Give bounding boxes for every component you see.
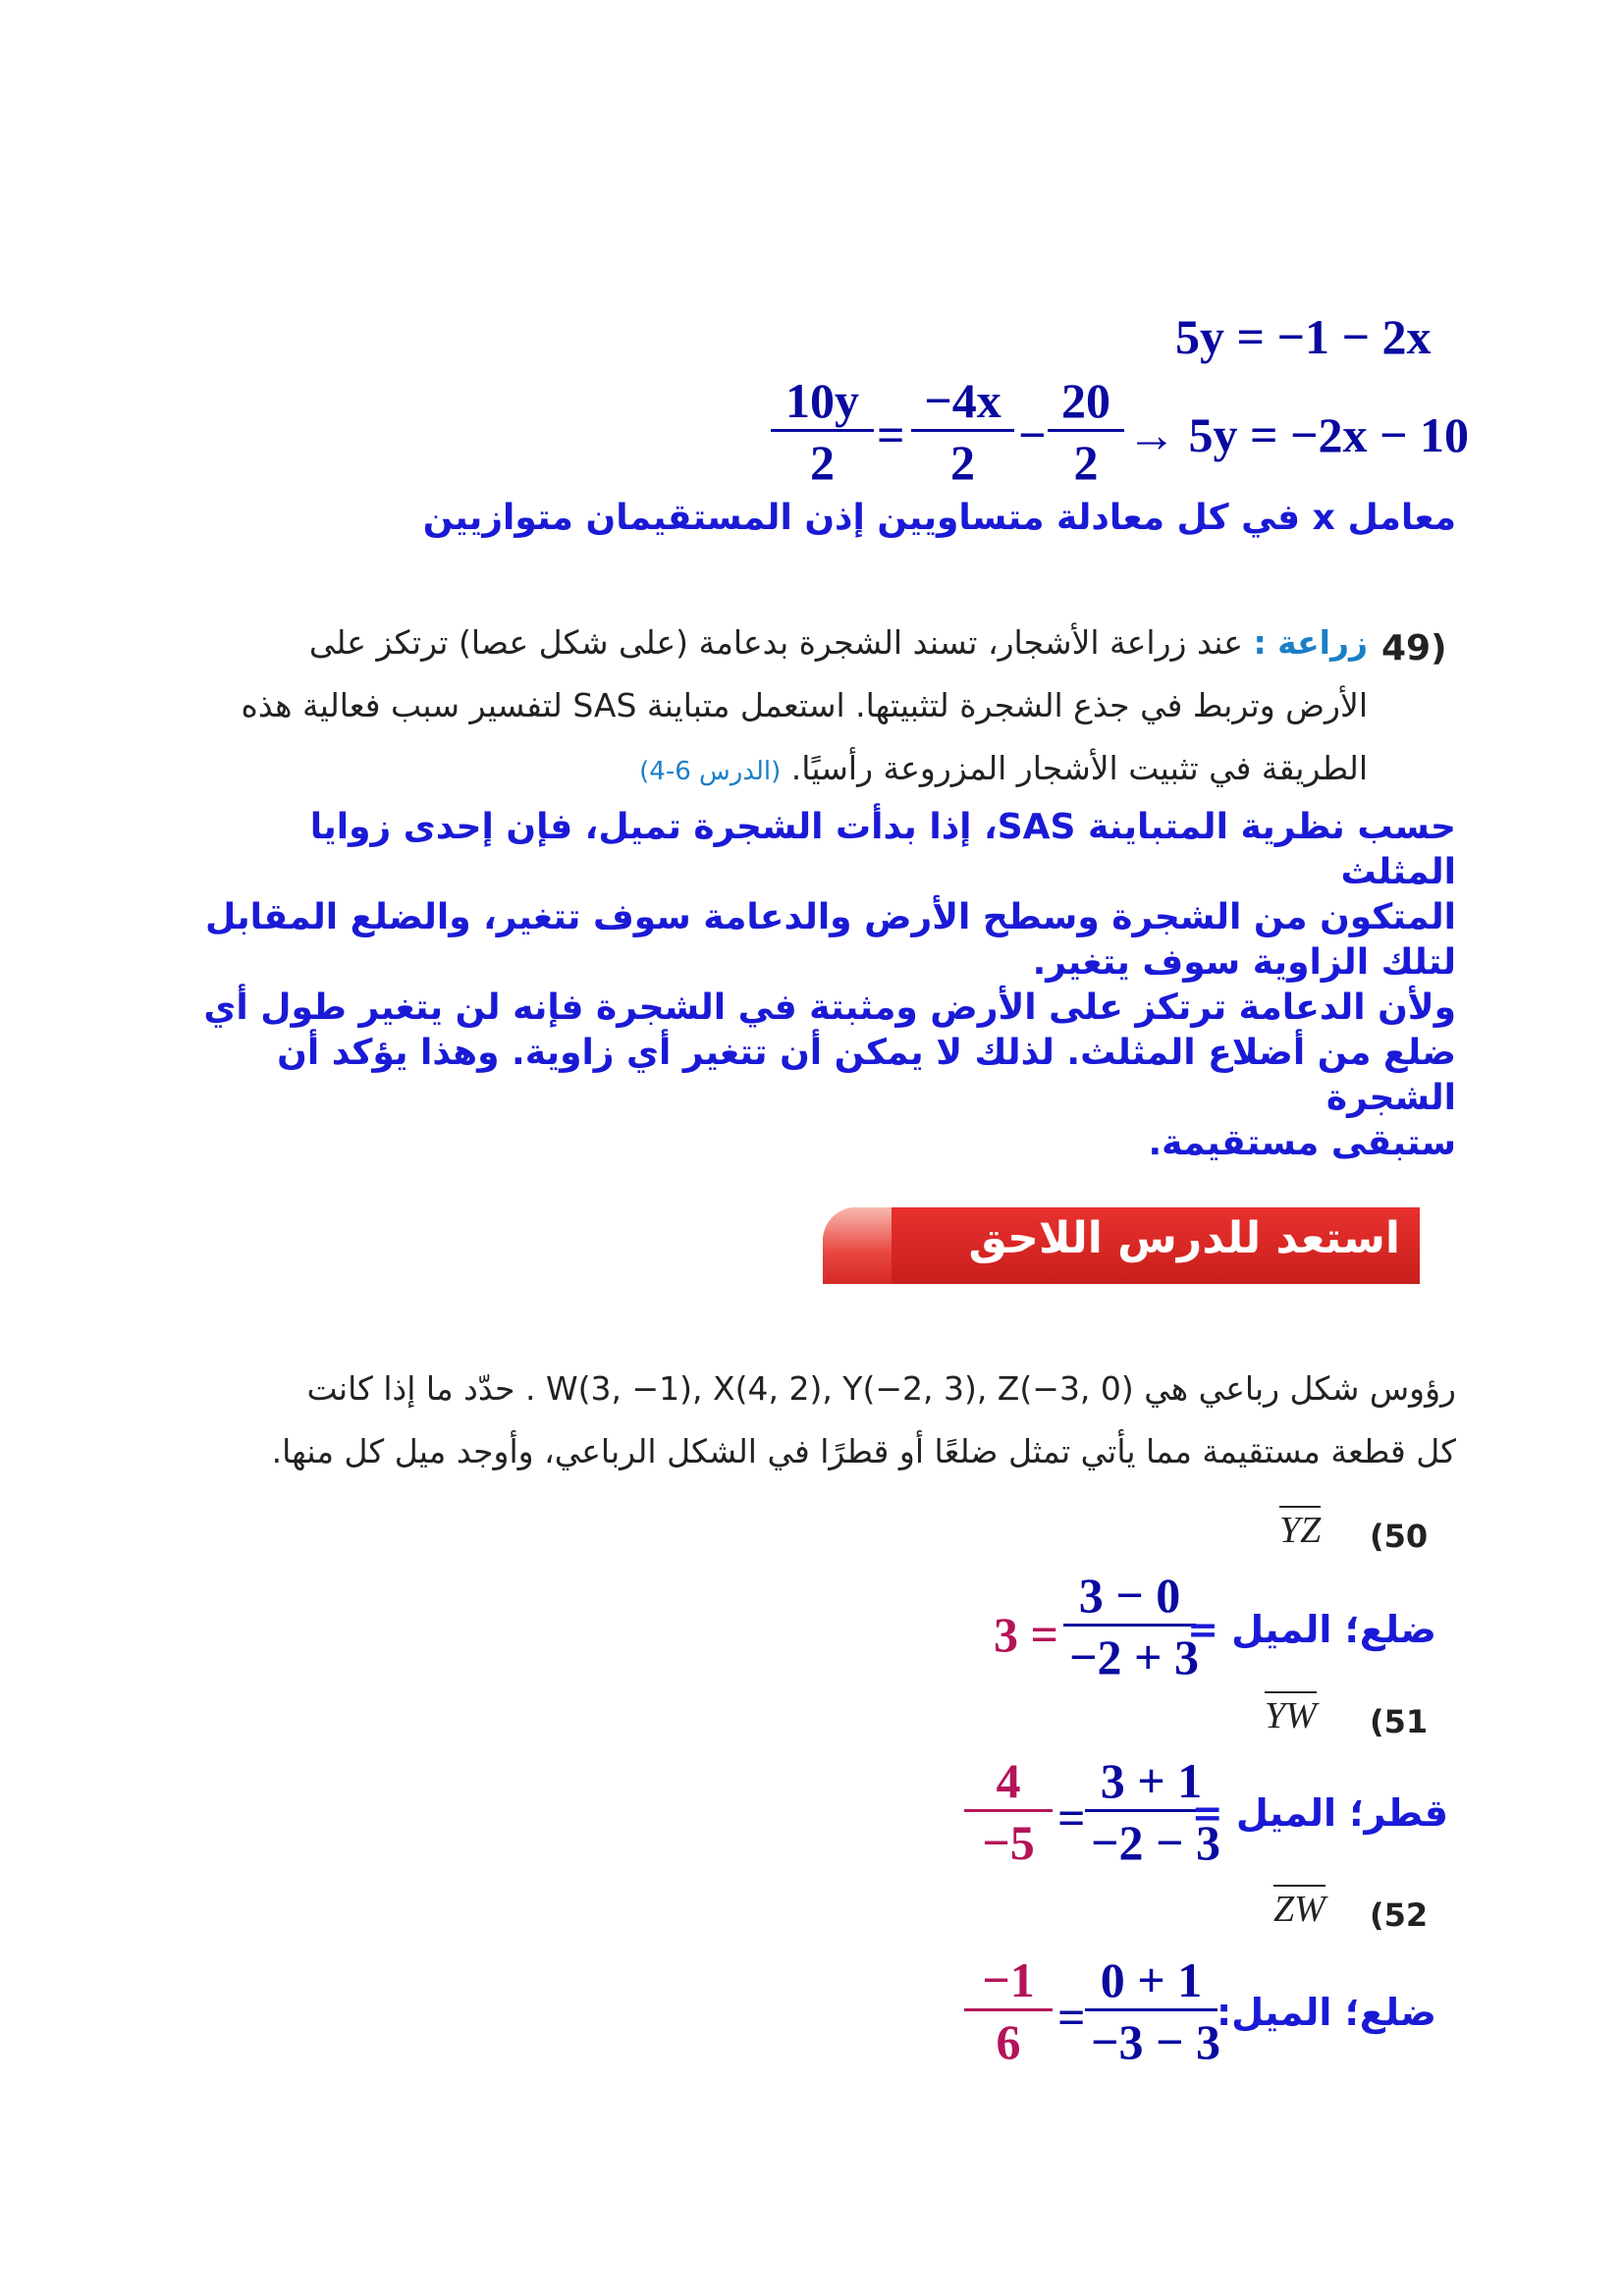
banner-title: استعد للدرس اللاحق — [968, 1213, 1400, 1263]
minus-sign: − — [1018, 407, 1047, 462]
numerator: 4 — [996, 1753, 1021, 1808]
denominator: 6 — [996, 2014, 1021, 2069]
numerator: −1 — [982, 1952, 1035, 2007]
section-banner — [823, 1207, 1420, 1284]
question-number-50: (50 — [1370, 1518, 1429, 1555]
answer-line: ولأن الدعامة ترتكز على الأرض ومثبتة في الشجرة فإنه لن يتغير طول أي — [203, 988, 1456, 1028]
equals-sign: = — [1057, 1790, 1086, 1845]
lesson-reference: (الدرس 6-4) — [639, 757, 782, 786]
equals-sign: = — [1057, 1990, 1086, 2045]
numerator: 10y — [785, 373, 859, 428]
segment-yz: YZ — [1279, 1506, 1321, 1552]
denominator: 2 — [1073, 435, 1099, 490]
question-49-line-1 — [288, 612, 1368, 674]
parallel-conclusion: معامل x في كل معادلة متساويين إذن المستقيمان متوازيين — [422, 498, 1456, 538]
numerator: 3 + 1 — [1100, 1753, 1203, 1808]
segment-zw: ZW — [1273, 1885, 1325, 1931]
numerator: 0 + 1 — [1100, 1952, 1203, 2007]
equation-line-1: 5y = −1 − 2x — [1175, 309, 1432, 364]
segment-yw: YW — [1265, 1691, 1317, 1737]
fraction-20-over-2 — [1048, 373, 1124, 490]
question-49-line-2: الأرض وتربط في جذع الشجرة لتثبيتها. استعمل متباينة SAS لتفسير سبب فعالية هذه — [241, 686, 1368, 724]
answer-line: ستبقى مستقيمة. — [1148, 1123, 1456, 1163]
slope-result-50: 3 = — [994, 1607, 1058, 1662]
fraction-minus4x-over-2 — [911, 373, 1014, 490]
denominator: −2 − 3 — [1091, 1815, 1220, 1870]
numerator: 20 — [1061, 373, 1110, 428]
slope-result-51 — [964, 1753, 1053, 1870]
fraction-bar — [964, 1809, 1053, 1812]
answer-line: المتكون من الشجرة وسطح الأرض والدعامة سوف تتغير، والضلع المقابل — [205, 897, 1456, 937]
question-number-49: 49) — [1381, 628, 1447, 668]
question-number-52: (52 — [1370, 1896, 1429, 1934]
fraction-bar — [1048, 429, 1124, 432]
fraction-bar — [771, 429, 874, 432]
answer-line: حسب نظرية المتباينة SAS، إذا بدأت الشجرة تميل، فإن إحدى زوايا المثلث — [309, 807, 1456, 892]
fraction-bar — [964, 2008, 1053, 2011]
numerator: −4x — [924, 373, 1001, 428]
denominator: −5 — [982, 1815, 1035, 1870]
fraction-bar — [911, 429, 1014, 432]
denominator: 2 — [810, 435, 835, 490]
slope-label-51: قطر؛ الميل = — [1191, 1791, 1448, 1835]
slope-result-52 — [964, 1952, 1053, 2069]
question-number-51: (51 — [1370, 1703, 1429, 1740]
slope-label-52: ضلع؛ الميل: — [1216, 1991, 1436, 2034]
question-49-line-3 — [288, 737, 1368, 803]
prep-line-2: كل قطعة مستقيمة مما يأتي تمثل ضلعًا أو قطرًا في الشكل الرباعي، وأوجد ميل كل منها. — [271, 1432, 1456, 1470]
question-49-text: عند زراعة الأشجار، تسند الشجرة بدعامة (على شكل عصا) ترتكز على — [308, 623, 1243, 662]
question-49-text: الطريقة في تثبيت الأشجار المزروعة رأسيًا. — [790, 749, 1368, 787]
answer-line: لتلك الزاوية سوف يتغير. — [1032, 942, 1456, 983]
slope-label-50: ضلع؛ الميل = — [1187, 1608, 1436, 1651]
topic-tag: زراعة : — [1253, 623, 1368, 662]
equals-sign: = — [877, 407, 905, 462]
answer-line: ضلع من أضلاع المثلث. لذلك لا يمكن أن تتغير أي زاوية. وهذا يؤكد أن الشجرة — [277, 1033, 1456, 1118]
prep-line-1: رؤوس شكل رباعي هي W(3, −1), X(4, 2), Y(−2, 3), Z(−3, 0) . حدّد ما إذا كانت — [306, 1369, 1456, 1408]
denominator: −3 − 3 — [1091, 2014, 1220, 2069]
numerator: 3 − 0 — [1078, 1568, 1181, 1623]
denominator: −2 + 3 — [1069, 1629, 1199, 1684]
denominator: 2 — [950, 435, 975, 490]
equation-result: → 5y = −2x − 10 — [1127, 407, 1469, 462]
fraction-10y-over-2 — [771, 373, 874, 490]
answer-49 — [189, 805, 1456, 1166]
